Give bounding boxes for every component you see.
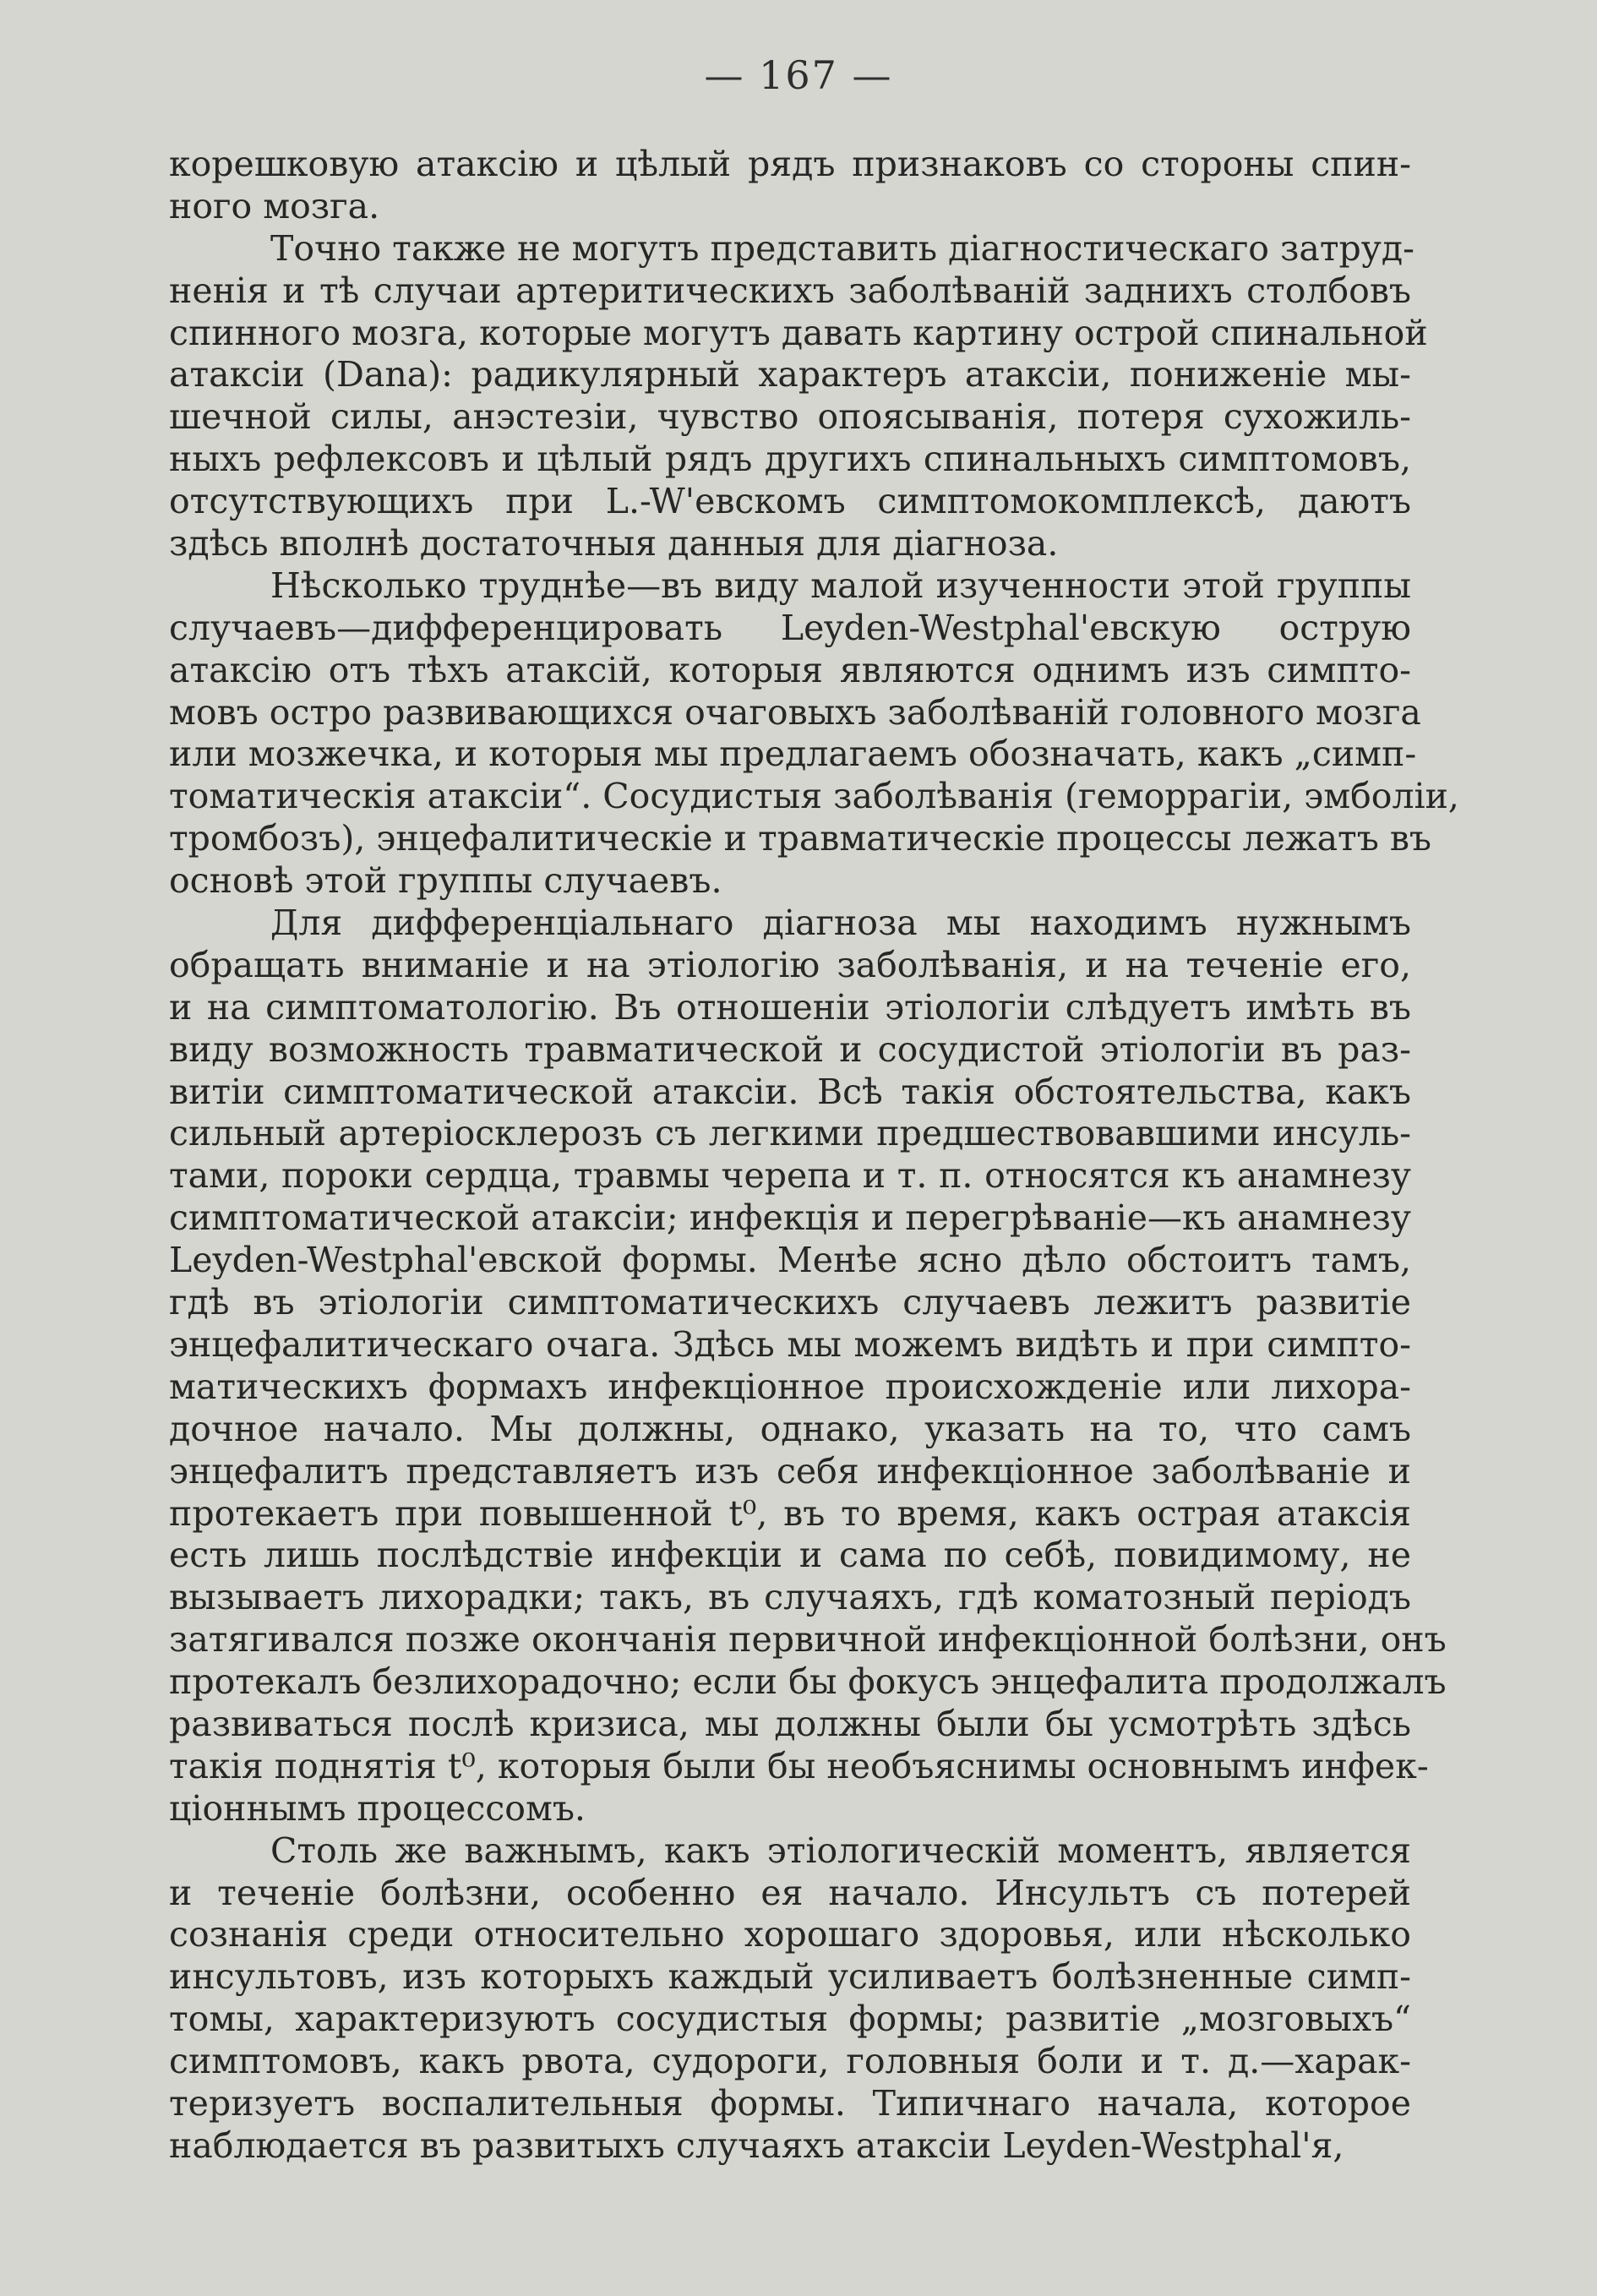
- text-line: ненія и тѣ случаи артеритическихъ заболѣваній заднихъ столбовъ: [169, 270, 1411, 311]
- text-line: сознанія среди относительно хорошаго здоровья, или нѣсколько: [169, 1914, 1411, 1955]
- text-line: вызываетъ лихорадки; такъ, въ случаяхъ, гдѣ коматозный періодъ: [169, 1577, 1411, 1618]
- text-line: обращать вниманіе и на этіологію заболѣванія, и на теченіе его,: [169, 944, 1411, 985]
- text-line: протекалъ безлихорадочно; если бы фокусъ энцефалита продолжалъ: [169, 1661, 1447, 1703]
- text-line: случаевъ—дифференцировать Leyden-Westphal'евскую острую: [169, 607, 1411, 648]
- text-line: здѣсь вполнѣ достаточныя данныя для діагноза.: [169, 523, 1059, 564]
- text-line: ныхъ рефлексовъ и цѣлый рядъ другихъ спинальныхъ симптомовъ,: [169, 439, 1411, 480]
- text-line: виду возможность травматической и сосудистой этіологіи въ раз-: [169, 1028, 1411, 1070]
- text-line: дочное начало. Мы должны, однако, указать на то, что самъ: [169, 1408, 1411, 1449]
- text-line: энцефалитъ представляетъ изъ себя инфекціонное заболѣваніе и: [169, 1450, 1411, 1492]
- page-number: — 167 —: [704, 52, 893, 98]
- text-line: витіи симптоматической атаксіи. Всѣ такія обстоятельства, какъ: [169, 1071, 1411, 1112]
- text-line: спинного мозга, которые могутъ давать картину острой спинальной: [169, 312, 1428, 353]
- text-line: сильный артеріосклерозъ съ легкими предшествовавшими инсуль-: [169, 1113, 1411, 1154]
- body-text: [169, 144, 1459, 2168]
- paragraph: [169, 1830, 1411, 2168]
- text-line: атаксіи (Dana): радикулярный характеръ атаксіи, пониженіе мы-: [169, 354, 1411, 395]
- text-line: развиваться послѣ кризиса, мы должны были бы усмотрѣть здѣсь: [169, 1703, 1411, 1744]
- text-line: инсультовъ, изъ которыхъ каждый усиливаетъ болѣзненные симп-: [169, 1956, 1411, 1998]
- text-line: затягивался позже окончанія первичной инфекціонной болѣзни, онъ: [169, 1619, 1447, 1661]
- text-line: и на симптоматологію. Въ отношеніи этіологіи слѣдуетъ имѣть въ: [169, 986, 1411, 1028]
- text-line: Столь же важнымъ, какъ этіологическій моментъ, является: [270, 1830, 1411, 1871]
- text-line: основѣ этой группы случаевъ.: [169, 860, 722, 902]
- text-line: отсутствующихъ при L.-W'евскомъ симптомокомплексѣ, даютъ: [169, 481, 1411, 522]
- text-line: энцефалитическаго очага. Здѣсь мы можемъ видѣть и при симпто-: [169, 1323, 1411, 1365]
- text-line: тами, пороки сердца, травмы черепа и т. п. относятся къ анамнезу: [169, 1155, 1411, 1197]
- text-line: наблюдается въ развитыхъ случаяхъ атаксіи Leyden-Westphal'я,: [169, 2124, 1344, 2166]
- text-line: ного мозга.: [169, 185, 380, 226]
- text-line: Нѣсколько труднѣе—въ виду малой изученности этой группы: [270, 564, 1411, 606]
- text-line: томы, характеризуютъ сосудистыя формы; развитіе „мозговыхъ“: [169, 1999, 1411, 2040]
- text-line: симптоматической атаксіи; инфекція и перегрѣваніе—къ анамнезу: [169, 1197, 1411, 1239]
- text-line: протекаетъ при повышенной t⁰, въ то время, какъ острая атаксія: [169, 1492, 1411, 1534]
- text-line: мовъ остро развивающихся очаговыхъ заболѣваній головного мозга: [169, 691, 1421, 733]
- text-line: корешковую атаксію и цѣлый рядъ признаковъ со стороны спин-: [169, 144, 1411, 184]
- text-line: теризуетъ воспалительныя формы. Типичнаго начала, которое: [169, 2082, 1411, 2124]
- text-line: гдѣ въ этіологіи симптоматическихъ случаевъ лежитъ развитіе: [169, 1282, 1411, 1323]
- text-line: шечной силы, анэстезіи, чувство опоясыванія, потеря сухожиль-: [169, 396, 1411, 438]
- text-line: симптомовъ, какъ рвота, судороги, головныя боли и т. д.—харак-: [169, 2041, 1411, 2082]
- paragraph: [169, 144, 1411, 228]
- text-line: или мозжечка, и которыя мы предлагаемъ обозначать, какъ „симп-: [169, 734, 1417, 775]
- text-line: томатическія атаксіи“. Сосудистыя заболѣванія (геморрагіи, эмболіи,: [169, 776, 1459, 817]
- paragraph: [169, 564, 1459, 903]
- paragraph: [169, 903, 1447, 1830]
- text-line: такія поднятія t⁰, которыя были бы необъяснимы основнымъ инфек-: [169, 1745, 1429, 1786]
- paragraph: [169, 227, 1428, 565]
- text-line: Точно также не могутъ представить діагностическаго затруд-: [270, 227, 1414, 269]
- text-line: тромбозъ), энцефалитическіе и травматическіе процессы лежатъ въ: [169, 818, 1432, 859]
- text-line: Leyden-Westphal'евской формы. Менѣе ясно дѣло обстоитъ тамъ,: [169, 1240, 1411, 1281]
- text-line: Для дифференціальнаго діагноза мы находимъ нужнымъ: [270, 903, 1411, 944]
- text-line: матическихъ формахъ инфекціонное происхожденіе или лихора-: [169, 1366, 1411, 1407]
- text-line: атаксію отъ тѣхъ атаксій, которыя являются однимъ изъ симпто-: [169, 649, 1411, 690]
- text-line: есть лишь послѣдствіе инфекціи и сама по себѣ, повидимому, не: [169, 1535, 1411, 1576]
- text-line: и теченіе болѣзни, особенно ея начало. Инсультъ съ потерей: [169, 1872, 1411, 1913]
- text-line: ціоннымъ процессомъ.: [169, 1787, 586, 1829]
